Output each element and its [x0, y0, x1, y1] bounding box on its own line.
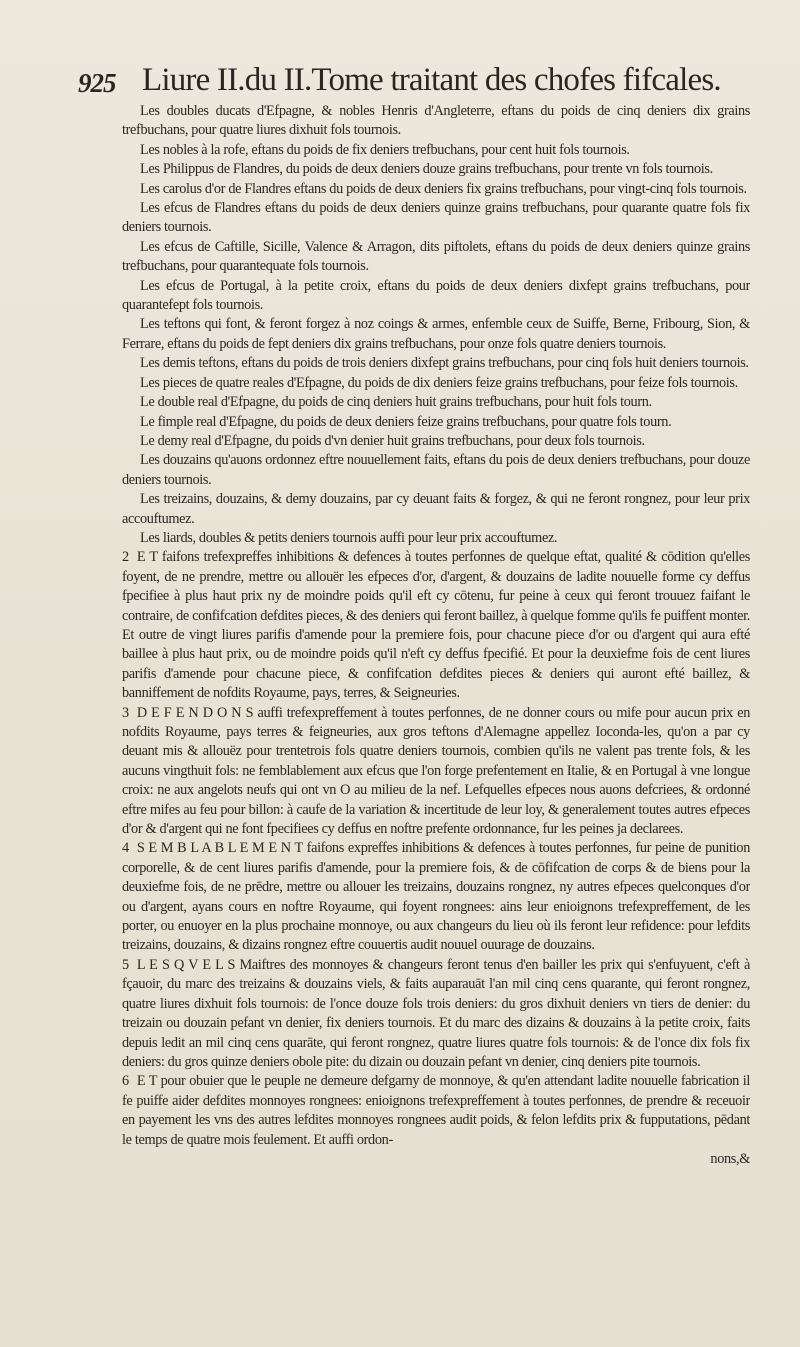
running-title: Liure II.du II.Tome traitant des chofes fifcales.	[142, 62, 721, 98]
paragraph	[122, 529, 750, 548]
paragraph-text: Les carolus d'or de Flandres eftans du poids de deux deniers fix grains trefbuchans, pour vingt-cinq fols tournois.	[140, 180, 747, 197]
paragraph	[122, 199, 750, 238]
catchword: nons,&	[710, 1150, 750, 1167]
paragraph-text: Les liards, doubles & petits deniers tournois auffi pour leur prix accouftumez.	[140, 529, 558, 546]
page-header	[78, 62, 778, 102]
page-number: 925	[78, 68, 116, 98]
paragraph	[122, 102, 750, 141]
numbered-paragraph	[122, 1072, 750, 1150]
numbered-paragraph	[122, 956, 750, 1072]
paragraph	[122, 180, 750, 199]
paragraph	[122, 277, 750, 316]
paragraph-text: Les douzains qu'auons ordonnez eftre nouuellement faits, eftans du pois de deux deniers trefbuchans, pour douze deniers tournois.	[122, 452, 750, 488]
paragraph-text: Le double real d'Efpagne, du poids de cinq deniers huit grains trefbuchans, pour huit fols tourn.	[140, 394, 652, 411]
paragraph-text: Les doubles ducats d'Efpagne, & nobles Henris d'Angleterre, eftans du poids de cinq deniers dix grains trefbuchans, pour quatre liures dixhuit fols tournois.	[122, 103, 750, 139]
paragraph-number: 5	[122, 956, 129, 973]
numbered-paragraph	[122, 548, 750, 703]
numbered-paragraph	[122, 839, 750, 955]
paragraph	[122, 374, 750, 393]
paragraph-text: S E M B L A B L E M E N T faifons expreffes inhibitions & defences à toutes perfonnes, fur peine de punition corporelle, & de cent liures parifis d'amende, pour la premiere fois, & de cōfifcation de corps & de biens pour la deuxiefme fois, de ne prēdre, mettre ou allouer les treizains, douzains rongnez, ny autres efpeces quelconques d'or ou d'argent, ayans cours en noftre Royaume, qui foyent rongnees: ains leur enioignons trefexpreffement, de les porter, ou enuoyer en la plus prochaine monnoye, ou aux changeurs du lieu où ils feront leur refidence: pour lefdits treizains, douzains, & dizains rongnez eftre couuertis audit nouuel ouurage de douzains.	[122, 840, 750, 954]
paragraph	[122, 238, 750, 277]
paragraph-text: Les demis teftons, eftans du poids de trois deniers dixfept grains trefbuchans, pour cinq fols huit deniers tournois.	[140, 355, 749, 372]
paragraph-text: E T pour obuier que le peuple ne demeure defgarny de monnoye, & qu'en attendant ladite nouuelle fabrication il fe puiffe aider defdites monnoyes rongnees: enioignons trefexpreffement à toutes perfonnes, de prendre & receuoir en payement les vns des autres lefdites monnoyes rongnees audit poids, & felon lefdits prix & fupputations, pēdant le temps de quatre mois feulement. Et auffi ordon-	[122, 1073, 750, 1148]
paragraph-number: 3	[122, 704, 129, 721]
paragraph-text: L E S Q V E L S Maiftres des monnoyes & changeurs feront tenus d'en bailler les prix qui s'enfuyuent, c'eft à fçauoir, du marc des treizains & douzains viels, & faits auparauāt l'an mil cinq cens quarante, qui feront rongnez, quatre liures dixhuit fols tournois: de l'once douze fols trois deniers: du gros dixhuit deniers vn tiers de denier: du treizain ou douzain pefant vn denier, fix deniers tournois. Et du marc des dizains & douzains à la petite croix, faits depuis ledit an mil cinq cens quarāte, qui feront rongnez, quatre liures quatre fols tournois: & de l'once dix fols fix deniers: du gros quinze deniers obole pite: du dizain ou douzain pefant vn denier, cinq deniers pite tournois.	[122, 956, 750, 1070]
paragraph-number: 2	[122, 549, 129, 566]
paragraph	[122, 160, 750, 179]
paragraph-text: Les efcus de Portugal, à la petite croix, eftans du poids de deux deniers dixfept grains trefbuchans, pour quarantefept fols tournois.	[122, 277, 750, 314]
paragraph-text: Le fimple real d'Efpagne, du poids de deux deniers feize grains trefbuchans, pour quatre fols tourn.	[140, 413, 672, 430]
paragraph-text: Les teftons qui font, & feront forgez à noz coings & armes, enfemble ceux de Suiffe, Berne, Fribourg, Sion, & Ferrare, eftans du poids de fept deniers dix grains trefbuchans, pour onze fols quatre deniers tournois.	[122, 316, 750, 352]
paragraph	[122, 393, 750, 412]
paragraph-text: Les efcus de Caftille, Sicille, Valence & Arragon, dits piftolets, eftans du poids de deux deniers quinze grains trefbuchans, pour quarantequate fols tournois.	[122, 238, 750, 275]
paragraph-text: D E F E N D O N S auffi trefexpreffement à toutes perfonnes, de ne donner cours ou mife pour aucun prix en nofdits Royaume, pays terres & feigneuries, aux gros teftons d'Alemagne appellez Ioconda-les, qu'on a par cy deuant mis & allouëz pour trentetrois fols quatre deniers tournois, combien qu'ils ne valent pas trente fols, & les aucuns vingthuit fols: ne femblablement aux efcus que l'on forge prefentement en Italie, & en Portugal à vne longue croix: ne aux angelots neufs qui ont vn O au milieu de la nef. Lefquelles efpeces nous auons defcriees, & ordonné eftre mifes au feu pour billon: à caufe de la variation & incertitude de leur loy, & generalement toutes autres efpeces d'or & d'argent qui ne font fpecifiees cy deffus en noftre prefente ordonnance, fur les peines ja declarees.	[122, 704, 750, 838]
paragraph-text: Les treizains, douzains, & demy douzains, par cy deuant faits & forgez, & qui ne feront rongnez, pour leur prix accouftumez.	[122, 491, 750, 527]
paragraph	[122, 490, 750, 529]
paragraph-number: 4	[122, 840, 129, 857]
paragraph-text: Les Philippus de Flandres, du poids de deux deniers douze grains trefbuchans, pour trente vn fols tournois.	[140, 161, 713, 178]
numbered-paragraph	[122, 704, 750, 840]
paragraph-text: Les nobles à la rofe, eftans du poids de fix deniers trefbuchans, pour cent huit fols tournois.	[140, 141, 630, 158]
paragraph-text: Le demy real d'Efpagne, du poids d'vn denier huit grains trefbuchans, pour deux fols tournois.	[140, 432, 645, 449]
paragraph	[122, 141, 750, 160]
paragraph	[122, 432, 750, 451]
paragraph-text: E T faifons trefexpreffes inhibitions & defences à toutes perfonnes de quelque eftat, qualité & cōdition qu'elles foyent, de ne prendre, mettre ou allouër les efpeces d'or, d'argent, & douzains de ladite nouuelle forme cy deffus fpecifiee à plus haut prix ny de moindre poids qu'il eft cy cōtenu, fur peine à ceux qui feront trouuez faifant le contraire, de confifcation defdites pieces, & des deniers qui feront baillez, à quelque fomme qu'ils fe puiffent monter. Et outre de vingt liures parifis d'amende pour la premiere fois, pour chacune piece d'or ou d'argent qui aura efté baillee à plus haut prix, ou de moindre poids qu'il n'eft cy deffus fpecifié. Et pour la deuxiefme fois de cent liures parifis d'amende pour chacune piece, & confifcation defdites pieces & deniers qui auront efté baillez, & banniffement de nofdits Royaume, pays, terres, & Seigneuries.	[122, 549, 750, 702]
paragraph	[122, 451, 750, 490]
paragraph	[122, 413, 750, 432]
paragraph-text: Les pieces de quatre reales d'Efpagne, du poids de dix deniers feize grains trefbuchans, pour feize fols tournois.	[140, 374, 738, 391]
paragraph	[122, 315, 750, 354]
paragraph-number: 6	[122, 1073, 129, 1090]
paragraph-text: Les efcus de Flandres eftans du poids de deux deniers quinze grains trefbuchans, pour quarante quatre fols fix deniers tournois.	[122, 200, 750, 236]
paragraph	[122, 354, 750, 373]
body-text	[122, 102, 750, 1332]
